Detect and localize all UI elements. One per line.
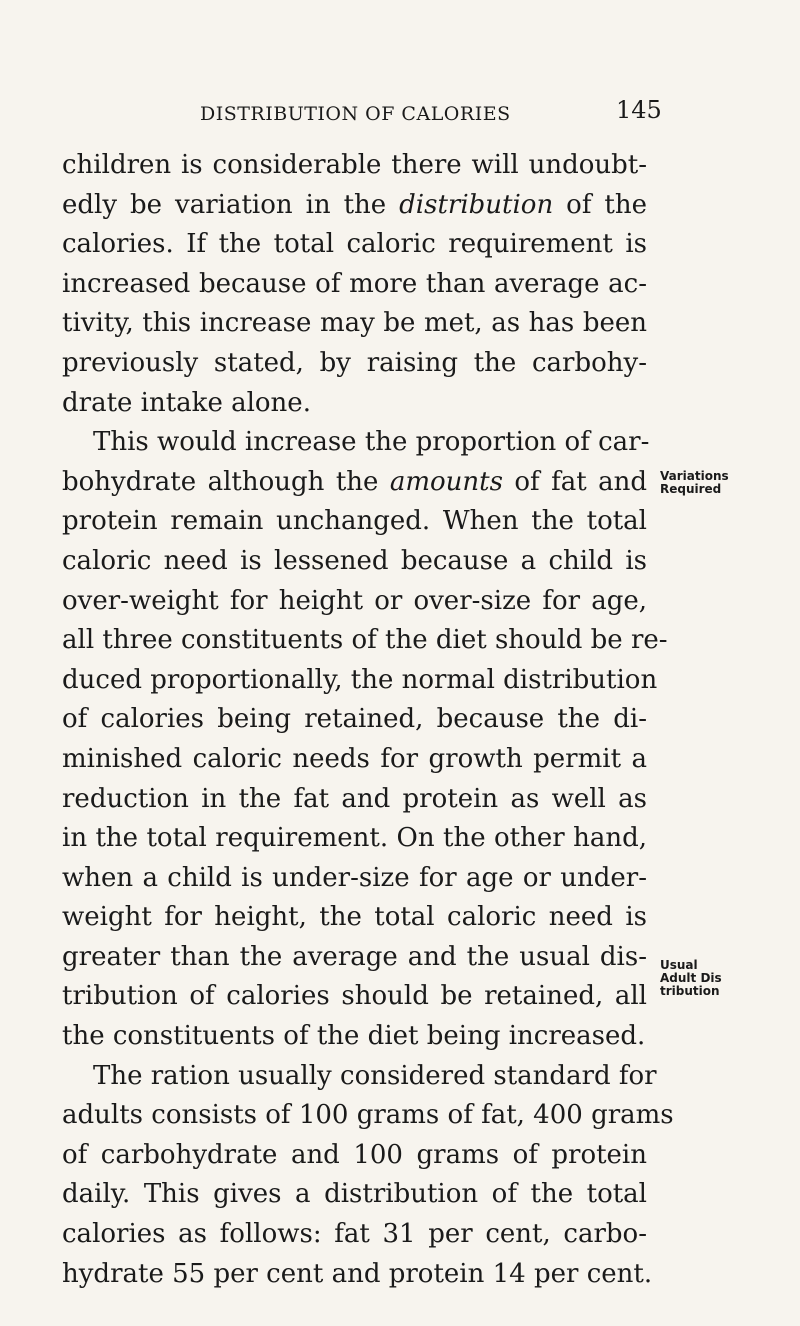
- italic-word: distribution: [399, 189, 554, 220]
- margin-note-variations-required: [660, 470, 729, 496]
- text-line: hydrate 55 per cent and protein 14 per cent.: [62, 1258, 653, 1289]
- text-line: when a child is under-size for age or under-: [62, 862, 647, 893]
- text-line: protein remain unchanged. When the total: [62, 506, 647, 537]
- text-line: greater than the average and the usual dis-: [62, 941, 647, 972]
- margin-note-line: tribution: [660, 984, 720, 998]
- text-line: over-weight for height or over-size for age,: [62, 585, 647, 616]
- margin-note-line: Adult Dis: [660, 971, 722, 985]
- page-number: 145: [616, 96, 662, 124]
- text-line: of carbohydrate and 100 grams of protein: [62, 1139, 647, 1170]
- italic-word: amounts: [389, 466, 503, 497]
- margin-note-line: Required: [660, 482, 722, 496]
- text-line: adults consists of 100 grams of fat, 400 grams: [62, 1100, 674, 1131]
- text-line: tivity, this increase may be met, as has been: [62, 308, 647, 339]
- text-line: calories as follows: fat 31 per cent, carbo-: [62, 1219, 647, 1250]
- text-line: This would increase the proportion of car-: [93, 427, 650, 458]
- text-line: daily. This gives a distribution of the total: [62, 1179, 647, 1210]
- text-line: children is considerable there will undoubt-: [62, 150, 647, 180]
- text-line: drate intake alone.: [62, 387, 311, 418]
- text-line: calories. If the total caloric requirement is: [62, 229, 647, 260]
- text-line: The ration usually considered standard for: [93, 1060, 657, 1091]
- margin-note-line: Usual: [660, 958, 698, 972]
- text-line: reduction in the fat and protein as well as: [62, 783, 647, 814]
- text-line: in the total requirement. On the other hand,: [62, 823, 647, 854]
- text-line: weight for height, the total caloric need is: [62, 902, 647, 933]
- body-text: [62, 146, 674, 1294]
- text-line: minished caloric needs for growth permit a: [62, 743, 647, 774]
- text-line: edly be variation in the distribution of the: [62, 189, 647, 220]
- text-line: duced proportionally, the normal distribution: [62, 664, 658, 695]
- text-line: previously stated, by raising the carbohy-: [62, 347, 647, 378]
- text-line: all three constituents of the diet should be re-: [62, 625, 668, 656]
- margin-note-usual-adult-distribution: [660, 959, 722, 998]
- text-line: bohydrate although the amounts of fat and: [62, 466, 647, 497]
- text-line: of calories being retained, because the di-: [62, 704, 647, 735]
- margin-note-line: Variations: [660, 469, 729, 483]
- running-head: DISTRIBUTION OF CALORIES: [200, 103, 511, 125]
- text-line: tribution of calories should be retained, all: [62, 981, 647, 1012]
- text-line: the constituents of the diet being increased.: [62, 1021, 646, 1052]
- text-line: increased because of more than average ac-: [62, 268, 647, 299]
- text-line: caloric need is lessened because a child is: [62, 545, 647, 576]
